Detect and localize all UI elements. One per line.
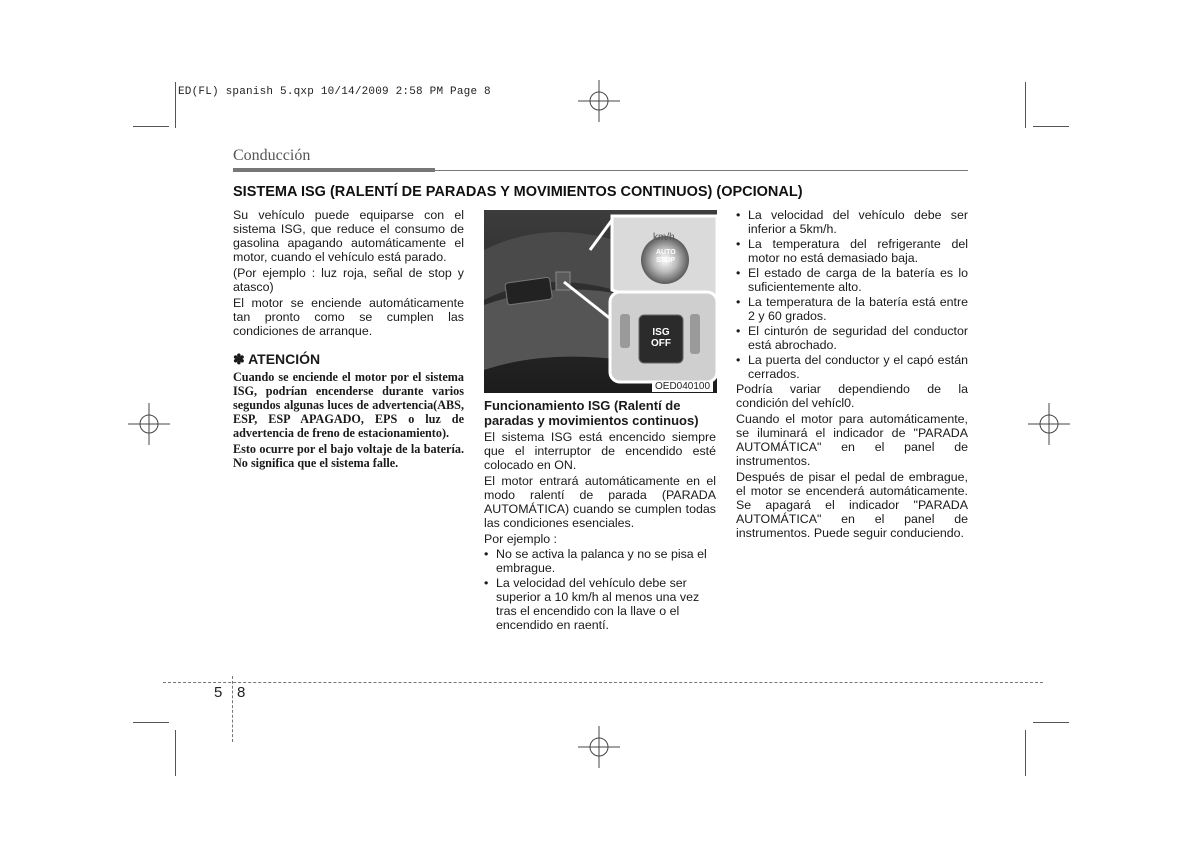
list-item: • El estado de carga de la batería es lo suficientemente alto. bbox=[736, 266, 968, 294]
figure-code: OED040100 bbox=[652, 381, 713, 392]
page-number: 8 bbox=[237, 684, 246, 701]
list-item: • La puerta del conductor y el capó están cerrados. bbox=[736, 353, 968, 381]
column-left bbox=[233, 208, 464, 472]
page-number-divider bbox=[232, 676, 233, 742]
auto-stop-label-1: AUTO bbox=[656, 249, 676, 256]
section-rule-thick bbox=[233, 168, 435, 172]
warning-text: Cuando se enciende el motor por el sistema ISG, podrían encenderse durante varios segundos algunas luces de advertencia(ABS, ESP, ESP APAGADO, EPS o luz de advertencia de freno de estacionamiento). bbox=[233, 370, 464, 440]
column-middle bbox=[484, 398, 716, 633]
chapter-number: 5 bbox=[214, 684, 223, 701]
isg-button-line2: OFF bbox=[651, 338, 671, 349]
registration-mark-bottom bbox=[576, 724, 622, 770]
page-heading: SISTEMA ISG (RALENTÍ DE PARADAS Y MOVIMIENTOS CONTINUOS) (OPCIONAL) bbox=[233, 184, 803, 200]
intro-paragraph: Su vehículo puede equiparse con el sistema ISG, que reduce el consumo de gasolina apagando automáticamente el motor, cuando el vehículo está parado. bbox=[233, 208, 464, 264]
dashboard-illustration bbox=[484, 210, 717, 393]
section-rule-thin bbox=[435, 170, 968, 171]
restart-paragraph: El motor se enciende automáticamente tan pronto como se cumplen las condiciones de arranque. bbox=[233, 296, 464, 338]
list-item: • No se activa la palanca y no se pisa el embrague. bbox=[484, 547, 716, 575]
variation-paragraph: Podría variar dependiendo de la condición del vehícl0. bbox=[736, 382, 968, 410]
auto-stop-paragraph: El motor entrará automáticamente en el modo ralentí de parada (PARADA AUTOMÁTICA) cuando se cumplen todas las condiciones esenciales. bbox=[484, 474, 716, 530]
list-item: • La velocidad del vehículo debe ser inferior a 5km/h. bbox=[736, 208, 968, 236]
list-item: • La temperatura del refrigerante del motor no está demasiado baja. bbox=[736, 237, 968, 265]
footer-dashed-rule bbox=[163, 682, 1043, 683]
warning-text-2: Esto ocurre por el bajo voltaje de la batería. No significa que el sistema falle. bbox=[233, 442, 464, 470]
restart-clutch-paragraph: Después de pisar el pedal de embrague, el motor se encenderá automáticamente. Se apagará el indicador "PARADA AUTOMÁTICA" en el panel de instrumentos. Puede seguir conduciendo. bbox=[736, 470, 968, 540]
example-label: Por ejemplo : bbox=[484, 532, 558, 546]
list-item: • El cinturón de seguridad del conductor está abrochado. bbox=[736, 324, 968, 352]
section-title: Conducción bbox=[233, 147, 311, 164]
isg-on-paragraph: El sistema ISG está encencido siempre que el interruptor de encendido esté colocado en ON. bbox=[484, 430, 716, 472]
conditions-list-a bbox=[484, 547, 716, 632]
registration-mark-left bbox=[126, 401, 172, 447]
registration-mark-top bbox=[576, 78, 622, 124]
isg-operation-heading: Funcionamiento ISG (Ralentí de paradas y movimientos continuos) bbox=[484, 398, 699, 428]
print-slug: ED(FL) spanish 5.qxp 10/14/2009 2:58 PM Page 8 bbox=[178, 86, 491, 98]
isg-off-button-icon bbox=[639, 327, 683, 349]
gauge-unit-label: km/h bbox=[653, 232, 675, 243]
list-item: • La temperatura de la batería está entre 2 y 60 grados. bbox=[736, 295, 968, 323]
indicator-paragraph: Cuando el motor para automáticamente, se iluminará el indicador de "PARADA AUTOMÁTICA" en el panel de instrumentos. bbox=[736, 412, 968, 468]
list-item: • La velocidad del vehículo debe ser superior a 10 km/h al menos una vez tras el encendido con la llave o el encendido en raentí. bbox=[484, 576, 716, 632]
auto-stop-label-2: STOP bbox=[656, 257, 675, 264]
column-right bbox=[736, 208, 968, 542]
conditions-list-b bbox=[736, 208, 968, 381]
isg-button-line1: ISG bbox=[652, 327, 670, 338]
registration-mark-right bbox=[1026, 401, 1072, 447]
isg-figure bbox=[484, 210, 717, 393]
warning-title: ✽ ATENCIÓN bbox=[233, 351, 321, 367]
example-paragraph: (Por ejemplo : luz roja, señal de stop y atasco) bbox=[233, 266, 464, 294]
